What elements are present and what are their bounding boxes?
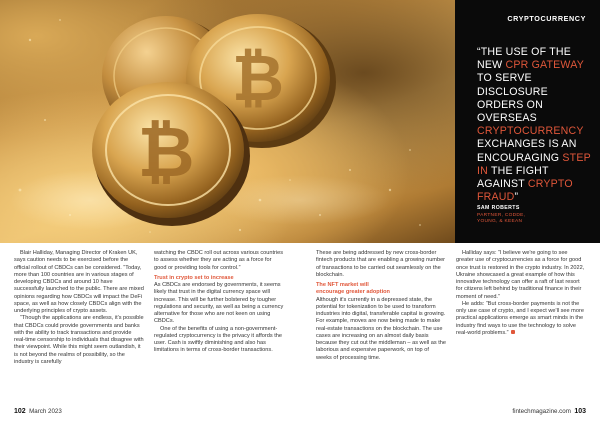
paragraph: Blair Halliday, Managing Director of Kraken UK, says caution needs to be exercised before the official rollout of CBDCs can be considered. “Today, more than 100 countries are in various stages of developing CBDCs and around 10 have successfully launched to the public. There are mixed opinions regarding how CBDCs will impact the DeFi space, as well as how closely CBDCs align with the underlying principles of crypto assets. (14, 250, 144, 314)
paragraph: Halliday says: “I believe we're going to see greater use of cryptocurrencies as a force for good once trust is restored in the crypto industry. In 2022, Ukraine showcased a great example of how this innovative technology can offer a raft of last resort for citizens left behind by traditional finance in their moment of need.” (456, 250, 585, 300)
quote-text: THE FIGHT AGAINST (477, 164, 549, 191)
bitcoin-coins-illustration (0, 0, 455, 243)
quote-highlight: CPR GATEWAY (505, 59, 584, 72)
quote-highlight: CRYPTOCURRENCY (477, 125, 584, 138)
quote-text: TO SERVE DISCLOSURE ORDERS ON OVERSEAS (477, 72, 548, 125)
paragraph: As CBDCs are endorsed by governments, it seems likely that trust in the digital currency space will increase. This will be further bolstered by tougher regulations and security, as well as being a currency alternative for those who are not keen on using CBDCs. (154, 282, 284, 325)
site-url: fintechmagazine.com (512, 408, 571, 415)
left-folio (14, 408, 62, 415)
paragraph: Although it's currently in a depressed state, the potential for tokenization to be used to transform industries into digital, transferable capital is growing. For example, moves are now being made to make real-estate transactions on the blockchain. The use cases are increasing on an almost daily basis because they cut out the middleman – as well as the laborious and expensive paperwork, on top of weeks of processing time. (316, 296, 446, 361)
paragraph: “Though the applications are endless, it's possible that CBDCs could provide governments and banks with the ability to track transactions and provide real-time censorship to individuals that disagree with their viewpoint. While this might seem outlandish, it is not beyond the realms of possibility, so the industry is carefully (14, 315, 144, 365)
paragraph: watching the CBDC roll out across various countries to assess whether they are acting as a force for good or providing tools for control.” (154, 250, 284, 271)
quote-attribution (477, 205, 587, 225)
right-folio (512, 408, 586, 415)
issue-date: March 2023 (29, 408, 62, 415)
paragraph-text: He adds: “But cross-border payments is not the only use case of crypto, and I expect we'll see more practical applications emerge as smart minds in the industry find ways to use the technology to solve real-world problems.” (456, 300, 584, 336)
quote-text: “THE USE OF THE NEW (477, 46, 572, 72)
paragraph (456, 301, 586, 337)
page-number: 103 (574, 408, 586, 415)
quote-highlight: STEP IN (477, 151, 591, 177)
page-number: 102 (14, 408, 26, 415)
column-2 (154, 250, 284, 355)
subheading: encourage greater adoption (316, 289, 390, 296)
paragraph: One of the benefits of using a non-government-regulated cryptocurrency is the privacy it affords the user. Cash is swiftly diminishing and also has limitations in terms of cross-border transactions. (154, 325, 282, 354)
paragraph: These are being addressed by new cross-border fintech products that are enabling a growing number of transactions to be carried out seamlessly on the blockchain. (316, 250, 446, 278)
page-footer (0, 402, 600, 424)
column-3 (316, 250, 446, 362)
pull-quote (477, 46, 592, 204)
author-role-line: PARTNER, CODDE, (477, 213, 526, 218)
sidebar-quote-panel (455, 0, 600, 243)
svg-text:₿: ₿ (231, 42, 285, 116)
quote-highlight: CRYPTO FRAUD (477, 178, 573, 204)
article-body (0, 250, 600, 400)
quote-text: ” (514, 191, 519, 204)
subheading: Trust in crypto set to increase (154, 274, 234, 281)
subheading: The NFT market will (316, 282, 369, 288)
quote-text: EXCHANGES IS AN ENCOURAGING (477, 138, 577, 164)
column-1 (14, 250, 144, 366)
hero-photo (0, 0, 455, 243)
author-role-line: YOUNG, & KEEAN (477, 219, 523, 224)
end-of-article-icon (511, 330, 515, 334)
section-tag: CRYPTOCURRENCY (507, 14, 586, 23)
svg-text:₿: ₿ (137, 111, 195, 193)
author-name: SAM ROBERTS (477, 205, 520, 211)
column-4 (456, 250, 586, 337)
